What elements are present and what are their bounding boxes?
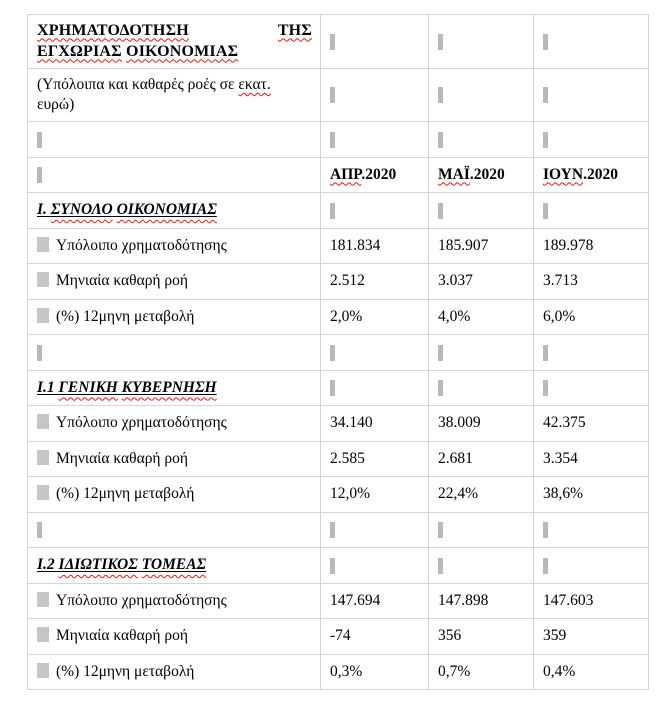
title-row [28,15,649,69]
empty-cell [534,370,649,406]
paragraph-marker-icon [438,34,443,50]
value-cell: 2.512 [321,264,429,300]
paragraph-marker-icon [37,167,42,183]
column-year: .2020 [469,165,505,183]
data-row [28,299,649,335]
section-heading: Ι.2 ΙΔΙΩΤΙΚΟΣ ΤΟΜΕΑΣ [37,556,207,574]
section-heading: Ι.1 ΓΕΝΙΚΗ ΚΥΒΕΡΝΗΣΗ [37,378,217,396]
value-cell: 22,4% [429,477,534,513]
empty-cell [429,193,534,229]
column-header-row [28,157,649,193]
empty-cell [321,193,429,229]
value-cell: 34.140 [321,406,429,442]
column-year: .2020 [583,165,618,183]
column-month: ΜΑΪ [438,165,470,183]
paragraph-marker-icon [330,380,335,396]
data-row [28,406,649,442]
value-cell: 38,6% [534,477,649,513]
paragraph-marker-icon [330,203,335,219]
spacer-row [28,512,649,548]
paragraph-marker-icon [37,345,42,361]
value-cell: 147.694 [321,583,429,619]
value-cell: 3.037 [429,264,534,300]
empty-cell [429,548,534,584]
row-label: Μηνιαία καθαρή ροή [56,449,188,467]
paragraph-marker-icon [543,558,548,574]
paragraph-marker-icon [330,132,335,148]
value-cell: 147.898 [429,583,534,619]
data-row [28,477,649,513]
data-row [28,654,649,690]
empty-cell [429,122,534,158]
empty-cell [429,512,534,548]
row-label-cell [28,264,321,300]
table-subtitle-cell [28,69,321,122]
empty-cell [28,122,321,158]
row-label-cell [28,299,321,335]
object-marker-icon [37,414,49,429]
value-cell: 185.907 [429,228,534,264]
paragraph-marker-icon [330,558,335,574]
paragraph-marker-icon [543,380,548,396]
value-cell: 181.834 [321,228,429,264]
paragraph-marker-icon [330,345,335,361]
empty-cell [321,122,429,158]
section-heading-cell [28,370,321,406]
value-cell: 0,3% [321,654,429,690]
value-cell: 38.009 [429,406,534,442]
value-cell: 359 [534,619,649,655]
spacer-row [28,122,649,158]
value-cell: 6,0% [534,299,649,335]
row-label-cell [28,441,321,477]
column-header-cell [429,157,534,193]
paragraph-marker-icon [543,34,548,50]
empty-cell [534,69,649,122]
paragraph-marker-icon [438,558,443,574]
column-year: .2020 [361,165,397,183]
row-label-cell [28,406,321,442]
paragraph-marker-icon [543,522,548,538]
paragraph-marker-icon [543,203,548,219]
empty-cell [534,15,649,69]
value-cell: 356 [429,619,534,655]
paragraph-marker-icon [37,522,42,538]
empty-cell [321,512,429,548]
subtitle-misspelled-word: εκατ. [238,75,271,93]
column-month: ΑΠΡ [330,165,362,183]
object-marker-icon [37,485,49,500]
paragraph-marker-icon [438,87,443,103]
data-row [28,441,649,477]
paragraph-marker-icon [330,34,335,50]
value-cell: 0,4% [534,654,649,690]
data-row [28,228,649,264]
empty-cell [321,370,429,406]
table-title-cell [28,15,321,69]
column-header-cell [321,157,429,193]
value-cell: 3.354 [534,441,649,477]
paragraph-marker-icon [37,132,42,148]
paragraph-marker-icon [543,345,548,361]
empty-cell [28,157,321,193]
value-cell: 147.603 [534,583,649,619]
column-month: ΙΟΥΝ [543,165,584,183]
paragraph-marker-icon [438,522,443,538]
empty-cell [534,512,649,548]
title-word: ΤΗΣ [277,21,312,39]
section-heading-cell [28,548,321,584]
paragraph-marker-icon [330,522,335,538]
spacer-row [28,335,649,371]
object-marker-icon [37,450,49,465]
row-label-cell [28,619,321,655]
object-marker-icon [37,592,49,607]
row-label: Υπόλοιπο χρηματοδότησης [56,591,227,609]
value-cell: 42.375 [534,406,649,442]
empty-cell [321,15,429,69]
empty-cell [28,512,321,548]
financing-table [27,14,649,690]
paragraph-marker-icon [438,345,443,361]
title-word: ΕΓΧΩΡΙΑΣ [37,42,122,60]
empty-cell [534,193,649,229]
value-cell: 3.713 [534,264,649,300]
row-label: (%) 12μηνη μεταβολή [56,662,195,680]
empty-cell [321,335,429,371]
paragraph-marker-icon [438,132,443,148]
empty-cell [429,69,534,122]
row-label-cell [28,583,321,619]
empty-cell [534,122,649,158]
subtitle-row [28,69,649,122]
paragraph-marker-icon [543,132,548,148]
object-marker-icon [37,663,49,678]
value-cell: 12,0% [321,477,429,513]
empty-cell [28,335,321,371]
object-marker-icon [37,272,49,287]
title-word: ΟΙΚΟΝΟΜΙΑΣ [126,42,239,60]
subtitle-text: ευρώ) [37,96,75,113]
empty-cell [429,15,534,69]
paragraph-marker-icon [438,203,443,219]
data-row [28,583,649,619]
row-label: Υπόλοιπο χρηματοδότησης [56,236,227,254]
object-marker-icon [37,237,49,252]
column-header-cell [534,157,649,193]
section-header-row [28,548,649,584]
section-header-row [28,370,649,406]
value-cell: -74 [321,619,429,655]
empty-cell [321,69,429,122]
section-header-row [28,193,649,229]
object-marker-icon [37,308,49,323]
empty-cell [534,548,649,584]
row-label-cell [28,228,321,264]
row-label: Μηνιαία καθαρή ροή [56,272,188,290]
subtitle-text: (Υπόλοιπα και καθαρές ροές σε [37,75,235,93]
data-row [28,264,649,300]
paragraph-marker-icon [438,380,443,396]
value-cell: 0,7% [429,654,534,690]
section-heading-cell [28,193,321,229]
row-label: (%) 12μηνη μεταβολή [56,485,195,503]
value-cell: 2.681 [429,441,534,477]
value-cell: 2.585 [321,441,429,477]
paragraph-marker-icon [543,87,548,103]
empty-cell [429,335,534,371]
empty-cell [321,548,429,584]
data-row [28,619,649,655]
paragraph-marker-icon [330,87,335,103]
section-heading: Ι. ΣΥΝΟΛΟ ΟΙΚΟΝΟΜΙΑΣ [37,201,217,219]
empty-cell [534,335,649,371]
row-label: Υπόλοιπο χρηματοδότησης [56,414,227,432]
row-label-cell [28,477,321,513]
row-label-cell [28,654,321,690]
table-title [37,21,312,63]
row-label: Μηνιαία καθαρή ροή [56,627,188,645]
title-word: ΧΡΗΜΑΤΟΔΟΤΗΣΗ [37,21,189,39]
value-cell: 4,0% [429,299,534,335]
value-cell: 189.978 [534,228,649,264]
row-label: (%) 12μηνη μεταβολή [56,307,195,325]
value-cell: 2,0% [321,299,429,335]
empty-cell [429,370,534,406]
object-marker-icon [37,627,49,642]
